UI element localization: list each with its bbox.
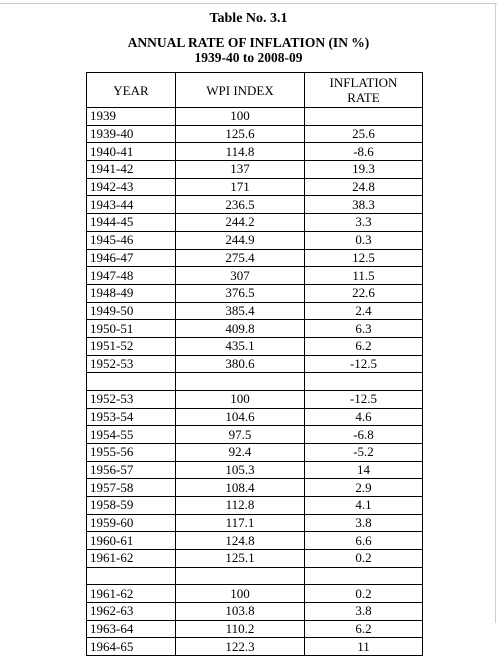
wpi-index-cell: 137 — [176, 161, 305, 179]
year-cell: 1951-52 — [87, 337, 176, 355]
year-cell: 1949-50 — [87, 302, 176, 320]
inflation-rate-cell: 12.5 — [305, 249, 423, 267]
table-row — [87, 550, 423, 568]
year-cell: 1963-64 — [87, 620, 176, 638]
wpi-index-cell: 275.4 — [176, 249, 305, 267]
table-row — [87, 214, 423, 232]
inflation-rate-cell: 0.2 — [305, 585, 423, 603]
table-row — [87, 196, 423, 214]
wpi-index-cell: 409.8 — [176, 320, 305, 338]
year-cell: 1940-41 — [87, 143, 176, 161]
empty-cell — [305, 373, 423, 391]
inflation-rate-cell: 0.3 — [305, 231, 423, 249]
table-row — [87, 443, 423, 461]
table-row — [87, 302, 423, 320]
wpi-index-cell: 124.8 — [176, 532, 305, 550]
inflation-rate-cell: 14 — [305, 461, 423, 479]
empty-cell — [87, 373, 176, 391]
year-cell: 1942-43 — [87, 178, 176, 196]
table-row — [87, 161, 423, 179]
year-cell: 1964-65 — [87, 638, 176, 656]
table-period: 1939-40 to 2008-09 — [194, 50, 303, 65]
year-cell: 1943-44 — [87, 196, 176, 214]
table-row — [87, 108, 423, 126]
inflation-rate-cell: 3.8 — [305, 514, 423, 532]
wpi-index-cell: 236.5 — [176, 196, 305, 214]
year-cell: 1939-40 — [87, 125, 176, 143]
inflation-rate-cell: 22.6 — [305, 284, 423, 302]
wpi-index-cell: 114.8 — [176, 143, 305, 161]
inflation-rate-cell: 25.6 — [305, 125, 423, 143]
wpi-index-cell: 244.2 — [176, 214, 305, 232]
inflation-table — [86, 72, 423, 656]
inflation-rate-cell: 11.5 — [305, 267, 423, 285]
table-row — [87, 231, 423, 249]
year-cell: 1952-53 — [87, 390, 176, 408]
table-row — [87, 337, 423, 355]
inflation-rate-cell: -12.5 — [305, 355, 423, 373]
spacer-row — [87, 567, 423, 585]
year-cell: 1961-62 — [87, 550, 176, 568]
wpi-index-cell: 112.8 — [176, 496, 305, 514]
column-header-inflation-rate — [305, 73, 423, 108]
table-title: Table No. 3.1 — [209, 11, 288, 26]
column-header-wpi-index: WPI INDEX — [176, 73, 305, 108]
wpi-index-cell: 100 — [176, 390, 305, 408]
table-body — [87, 108, 423, 656]
inflation-rate-cell: 3.3 — [305, 214, 423, 232]
wpi-index-cell: 92.4 — [176, 443, 305, 461]
spacer-row — [87, 373, 423, 391]
inflation-rate-cell: 4.1 — [305, 496, 423, 514]
column-header-year: YEAR — [87, 73, 176, 108]
table-row — [87, 479, 423, 497]
year-cell: 1952-53 — [87, 355, 176, 373]
wpi-index-cell: 97.5 — [176, 426, 305, 444]
year-cell: 1946-47 — [87, 249, 176, 267]
table-subtitle: ANNUAL RATE OF INFLATION (IN %) — [127, 35, 370, 50]
table-row — [87, 125, 423, 143]
wpi-index-cell: 171 — [176, 178, 305, 196]
inflation-rate-cell: 38.3 — [305, 196, 423, 214]
year-cell: 1953-54 — [87, 408, 176, 426]
wpi-index-cell: 385.4 — [176, 302, 305, 320]
inflation-rate-cell: -12.5 — [305, 390, 423, 408]
empty-cell — [176, 567, 305, 585]
year-cell: 1941-42 — [87, 161, 176, 179]
inflation-rate-cell: 19.3 — [305, 161, 423, 179]
empty-cell — [87, 567, 176, 585]
year-cell: 1945-46 — [87, 231, 176, 249]
year-cell: 1959-60 — [87, 514, 176, 532]
year-cell: 1954-55 — [87, 426, 176, 444]
empty-cell — [305, 567, 423, 585]
table-row — [87, 461, 423, 479]
wpi-index-cell: 435.1 — [176, 337, 305, 355]
inflation-header-text: INFLATION RATE — [329, 75, 398, 105]
wpi-index-cell: 244.9 — [176, 231, 305, 249]
inflation-rate-cell: 11 — [305, 638, 423, 656]
year-cell: 1939 — [87, 108, 176, 126]
wpi-index-cell: 104.6 — [176, 408, 305, 426]
year-cell: 1947-48 — [87, 267, 176, 285]
inflation-rate-cell — [305, 108, 423, 126]
inflation-rate-cell: 6.2 — [305, 620, 423, 638]
table-row — [87, 390, 423, 408]
table-row — [87, 320, 423, 338]
year-cell: 1955-56 — [87, 443, 176, 461]
wpi-index-cell: 376.5 — [176, 284, 305, 302]
header-row — [87, 73, 423, 108]
table-row — [87, 514, 423, 532]
wpi-index-cell: 125.1 — [176, 550, 305, 568]
page-top-border — [0, 3, 497, 4]
table-header — [87, 73, 423, 108]
year-cell: 1962-63 — [87, 602, 176, 620]
wpi-index-cell: 110.2 — [176, 620, 305, 638]
table-row — [87, 496, 423, 514]
page-right-border — [495, 3, 496, 623]
table-row — [87, 585, 423, 603]
year-cell: 1961-62 — [87, 585, 176, 603]
inflation-rate-cell: -8.6 — [305, 143, 423, 161]
year-cell: 1957-58 — [87, 479, 176, 497]
table-row — [87, 408, 423, 426]
inflation-rate-cell: 2.4 — [305, 302, 423, 320]
table-row — [87, 602, 423, 620]
wpi-index-cell: 100 — [176, 108, 305, 126]
year-cell: 1950-51 — [87, 320, 176, 338]
table-row — [87, 178, 423, 196]
table-row — [87, 143, 423, 161]
inflation-rate-cell: -6.8 — [305, 426, 423, 444]
wpi-index-cell: 105.3 — [176, 461, 305, 479]
inflation-rate-cell: 6.2 — [305, 337, 423, 355]
wpi-index-cell: 108.4 — [176, 479, 305, 497]
table-row — [87, 284, 423, 302]
table-row — [87, 249, 423, 267]
year-cell: 1956-57 — [87, 461, 176, 479]
year-cell: 1948-49 — [87, 284, 176, 302]
inflation-rate-cell: -5.2 — [305, 443, 423, 461]
year-cell: 1944-45 — [87, 214, 176, 232]
table-row — [87, 638, 423, 656]
table-row — [87, 267, 423, 285]
table-row — [87, 355, 423, 373]
wpi-index-cell: 122.3 — [176, 638, 305, 656]
inflation-rate-cell: 6.6 — [305, 532, 423, 550]
inflation-rate-cell: 0.2 — [305, 550, 423, 568]
inflation-rate-cell: 3.8 — [305, 602, 423, 620]
wpi-index-cell: 125.6 — [176, 125, 305, 143]
table-row — [87, 532, 423, 550]
wpi-index-cell: 380.6 — [176, 355, 305, 373]
wpi-index-cell: 117.1 — [176, 514, 305, 532]
year-cell: 1960-61 — [87, 532, 176, 550]
wpi-index-cell: 100 — [176, 585, 305, 603]
inflation-rate-cell: 2.9 — [305, 479, 423, 497]
inflation-rate-cell: 6.3 — [305, 320, 423, 338]
inflation-rate-cell: 24.8 — [305, 178, 423, 196]
table-row — [87, 426, 423, 444]
empty-cell — [176, 373, 305, 391]
wpi-index-cell: 307 — [176, 267, 305, 285]
year-cell: 1958-59 — [87, 496, 176, 514]
wpi-index-cell: 103.8 — [176, 602, 305, 620]
inflation-rate-cell: 4.6 — [305, 408, 423, 426]
